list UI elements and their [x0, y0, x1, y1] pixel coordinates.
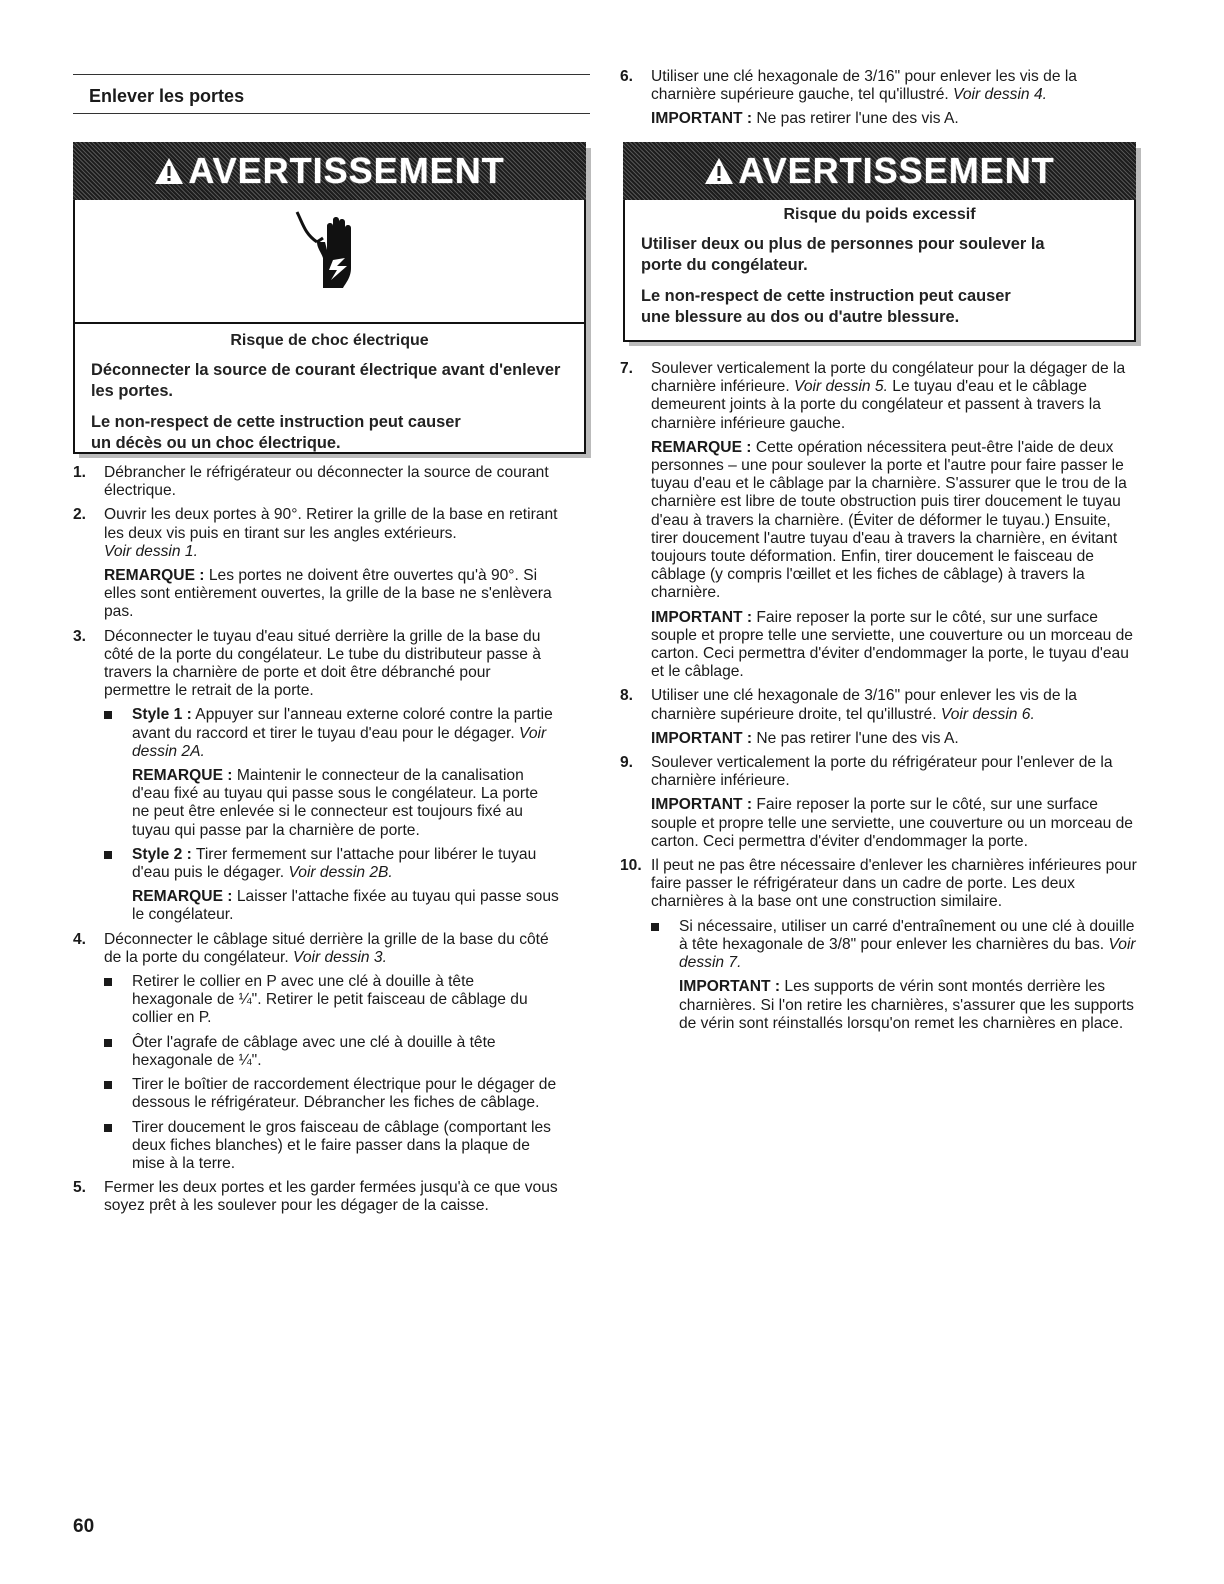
style-text: Appuyer sur l'anneau externe coloré contre la partie avant du raccord et tirer le tuyau d'eau pour le dégager. — [132, 706, 553, 742]
note-label: REMARQUE : — [651, 438, 752, 456]
step-text: Débrancher le réfrigérateur ou déconnecter la source de courant électrique. — [104, 464, 549, 500]
style-text: Tirer fermement sur l'attache pour libérer le tuyau d'eau puis le dégager. — [132, 845, 537, 882]
warning-banner — [73, 142, 586, 200]
note-label: REMARQUE : — [132, 767, 233, 785]
drawing-reference: Voir dessin 6. — [940, 705, 1035, 723]
note-label: REMARQUE : — [132, 888, 233, 906]
header-rule-bottom — [73, 113, 590, 114]
bullet-style-2 — [104, 846, 559, 925]
step-text-main: Ouvrir les deux portes à 90°. Retirer la grille de la base en retirant les deux vis puis en tirant sur les angles extérieurs. — [104, 506, 558, 542]
step-text: Déconnecter le tuyau d'eau situé derrière la grille de la base du côté de la porte du congélateur. Le tube du distributeur passe à travers la charnière de porte et doit être débranché pour permettre le retrait de la porte. — [104, 627, 541, 700]
warning-banner — [623, 142, 1136, 200]
step-text — [104, 931, 559, 967]
bullet-item — [104, 1034, 559, 1070]
step-number: 6. — [620, 68, 634, 85]
step-text — [651, 687, 1140, 723]
step-text-main: Utiliser une clé hexagonale de 3/16" pour enlever les vis de la charnière supérieure droite, tel qu'illustré. — [651, 687, 1077, 723]
important-text: Faire reposer la porte sur le côté, sur une surface souple et propre telle une serviette, une couverture ou un morceau de carton. Ceci permettra d'éviter d'endommager la porte. — [651, 796, 1133, 850]
important-text: Ne pas retirer l'une des vis A. — [756, 729, 959, 747]
step-4 — [73, 931, 559, 1173]
step-number: 2. — [73, 506, 87, 524]
important-label: IMPORTANT : — [679, 978, 781, 996]
step-text: Fermer les deux portes et les garder fermées jusqu'à ce que vous soyez prêt à les soulever pour les dégager de la caisse. — [104, 1179, 558, 1215]
warning-triangle-icon — [154, 157, 184, 185]
step-text: Il peut ne pas être nécessaire d'enlever les charnières inférieures pour faire passer le réfrigérateur dans un cadre de porte. Les deux charnières à la base ont une construction similaire. — [651, 857, 1137, 911]
drawing-reference: Voir dessin 7. — [679, 935, 1136, 972]
bullet-square-icon — [104, 1039, 112, 1047]
step-text-main: Déconnecter le câblage situé derrière la grille de la base du côté de la porte du congélateur. — [104, 930, 549, 966]
bullet-text: Tirer doucement le gros faisceau de câblage (comportant les deux fiches blanches) et le faire passer dans la plaque de mise à la terre. — [132, 1118, 551, 1172]
drawing-reference: Voir dessin 3. — [293, 948, 387, 966]
warning-consequence — [641, 286, 1118, 328]
step-2 — [73, 506, 559, 621]
bullet-note — [132, 767, 559, 840]
warning-instruction: Déconnecter la source de courant électrique avant d'enlever les portes. — [91, 361, 561, 401]
warning-box-electric — [73, 142, 586, 454]
step-note — [104, 567, 559, 622]
step-text — [104, 506, 559, 561]
warning-banner-text: AVERTISSEMENT — [738, 149, 1055, 191]
warning-instruction-line-1: Utiliser deux ou plus de personnes pour soulever la — [641, 235, 1045, 254]
step-6 — [620, 68, 1140, 129]
step-text — [651, 68, 1140, 104]
page-number: 60 — [73, 1516, 95, 1537]
bullet-square-icon — [104, 711, 112, 719]
step-8 — [620, 687, 1140, 748]
steps-list-right — [620, 360, 1140, 1039]
warning-consequence-line-1: Le non-respect de cette instruction peut causer — [91, 413, 461, 432]
step-important — [651, 110, 1140, 128]
style-label: Style 2 : — [132, 845, 192, 863]
important-label: IMPORTANT : — [651, 110, 753, 128]
warning-consequence-line-1: Le non-respect de cette instruction peut causer — [641, 287, 1011, 306]
important-text: Ne pas retirer l'une des vis A. — [756, 110, 959, 128]
bullet-item — [104, 1076, 559, 1112]
drawing-reference: Voir dessin 2A. — [132, 724, 547, 760]
step-10 — [620, 857, 1140, 1033]
bullet-square-icon — [104, 1124, 112, 1132]
step-text-continued: Le tuyau d'eau et le câblage demeurent joints à la porte du congélateur et passent à travers la charnière inférieure gauche. — [651, 378, 1101, 432]
important-label: IMPORTANT : — [651, 608, 753, 626]
bullet-item — [104, 973, 559, 1028]
warning-consequence — [91, 412, 568, 454]
electric-shock-hand-icon — [295, 208, 365, 303]
step-number: 5. — [73, 1179, 87, 1197]
warning-instruction — [641, 234, 1118, 276]
bullet-text — [132, 706, 559, 761]
steps-list-left — [73, 464, 559, 1222]
step-number: 3. — [73, 627, 87, 645]
bullet-item — [651, 918, 1140, 1033]
section-title: Enlever les portes — [89, 86, 245, 106]
step-important — [651, 730, 1140, 748]
step-number: 8. — [620, 687, 634, 705]
warning-risk-title: Risque de choc électrique — [230, 332, 429, 349]
warning-consequence-line-2: une blessure au dos ou d'autre blessure. — [641, 308, 960, 327]
step-number: 4. — [73, 930, 87, 948]
bullet-text-main: Si nécessaire, utiliser un carré d'entraînement ou une clé à douille à tête hexagonale de 3/8" pour enlever les charnières du bas. — [679, 917, 1135, 953]
warning-banner-text: AVERTISSEMENT — [188, 149, 505, 191]
step-text-main: Utiliser une clé hexagonale de 3/16" pour enlever les vis de la charnière supérieure gauche, tel qu'illustré. — [651, 68, 1077, 104]
warning-box-weight — [623, 142, 1136, 342]
warning-body — [625, 200, 1134, 336]
important-label: IMPORTANT : — [651, 729, 753, 747]
step-note — [651, 439, 1140, 603]
important-text: Faire reposer la porte sur le côté, sur une surface souple et propre telle une serviette, une couverture ou un morceau de carton. Ceci permettra d'éviter d'endommager la porte, le tuyau d'eau et le câblage. — [651, 608, 1133, 681]
bullet-style-1 — [104, 706, 559, 839]
step-number: 1. — [73, 464, 87, 481]
step-number: 7. — [620, 360, 634, 377]
step-1 — [73, 464, 559, 500]
drawing-reference: Voir dessin 5. — [794, 378, 888, 396]
bullet-square-icon — [104, 1081, 112, 1089]
step-number: 9. — [620, 754, 634, 772]
bullet-square-icon — [104, 978, 112, 986]
bullet-text: Ôter l'agrafe de câblage avec une clé à douille à tête hexagonale de ¼". — [132, 1033, 496, 1069]
drawing-reference: Voir dessin 1. — [104, 542, 198, 560]
warning-triangle-icon — [704, 157, 734, 185]
shock-icon-area — [75, 200, 584, 324]
drawing-reference: Voir dessin 4. — [953, 86, 1047, 104]
step-7 — [620, 360, 1140, 681]
bullet-note — [132, 888, 559, 924]
note-label: REMARQUE : — [104, 567, 205, 585]
bullet-item — [104, 1119, 559, 1174]
drawing-reference: Voir dessin 2B. — [288, 864, 393, 882]
step-5 — [73, 1179, 559, 1215]
steps-list-right-top — [620, 68, 1140, 135]
bullet-square-icon — [651, 923, 659, 931]
warning-body — [75, 324, 584, 462]
step-important — [651, 796, 1140, 851]
step-9 — [620, 754, 1140, 851]
important-text: Les supports de vérin sont montés derrière les charnières. Si l'on retire les charnières, s'assurer que les supports de vérin sont réinstallés lorsqu'on remet les charnières en place. — [679, 978, 1134, 1032]
bullet-text: Tirer le boîtier de raccordement électrique pour le dégager de dessous le réfrigérateur. Débrancher les fiches de câblage. — [132, 1076, 557, 1112]
bullet-square-icon — [104, 851, 112, 859]
step-text: Soulever verticalement la porte du réfrigérateur pour l'enlever de la charnière inférieure. — [651, 754, 1113, 790]
note-text: Maintenir le connecteur de la canalisation d'eau fixé au tuyau qui passe sous le congélateur. La porte ne peut être enlevée si le connecteur est toujours fixé au tuyau qui passe par la charnière de porte. — [132, 767, 539, 839]
step-3 — [73, 628, 559, 925]
step-text — [651, 360, 1140, 433]
step-important — [651, 609, 1140, 682]
note-text: Laisser l'attache fixée au tuyau qui passe sous le congélateur. — [132, 888, 559, 924]
important-label: IMPORTANT : — [651, 796, 753, 814]
note-text: Les portes ne doivent être ouvertes qu'à 90°. Si elles sont entièrement ouvertes, la grille de la base ne s'enlèvera pas. — [104, 567, 552, 621]
warning-risk-title: Risque du poids excessif — [783, 206, 976, 223]
bullet-text — [132, 846, 559, 882]
warning-consequence-line-2: un décès ou un choc électrique. — [91, 434, 341, 453]
section-header — [73, 74, 590, 114]
warning-instruction-line-2: porte du congélateur. — [641, 256, 808, 275]
bullet-text — [679, 918, 1140, 973]
style-label: Style 1 : — [132, 706, 192, 724]
bullet-important — [679, 978, 1140, 1033]
step-number: 10. — [620, 857, 642, 875]
bullet-text: Retirer le collier en P avec une clé à douille à tête hexagonale de ¼". Retirer le petit faisceau de câblage du collier en P. — [132, 973, 528, 1027]
step-text-main: Soulever verticalement la porte du congélateur pour la dégager de la charnière inférieure. — [651, 360, 1126, 396]
note-text: Cette opération nécessitera peut-être l'aide de deux personnes – une pour soulever la porte et l'autre pour faire passer le tuyau d'eau et le câblage par la charnière. S'assurer que le trou de la charnière est libre de toute obstruction puis tirer doucement le tuyau d'eau à travers la charnière. (Éviter de déformer le tuyau.) Ensuite, tirer doucement l'autre tuyau d'eau à travers la charnière, en évitant toujours toute déformation. Enfin, tirer doucement le faisceau de câblage (y compris l'œillet et les fiches de câblage) à travers la charnière. — [651, 438, 1127, 602]
